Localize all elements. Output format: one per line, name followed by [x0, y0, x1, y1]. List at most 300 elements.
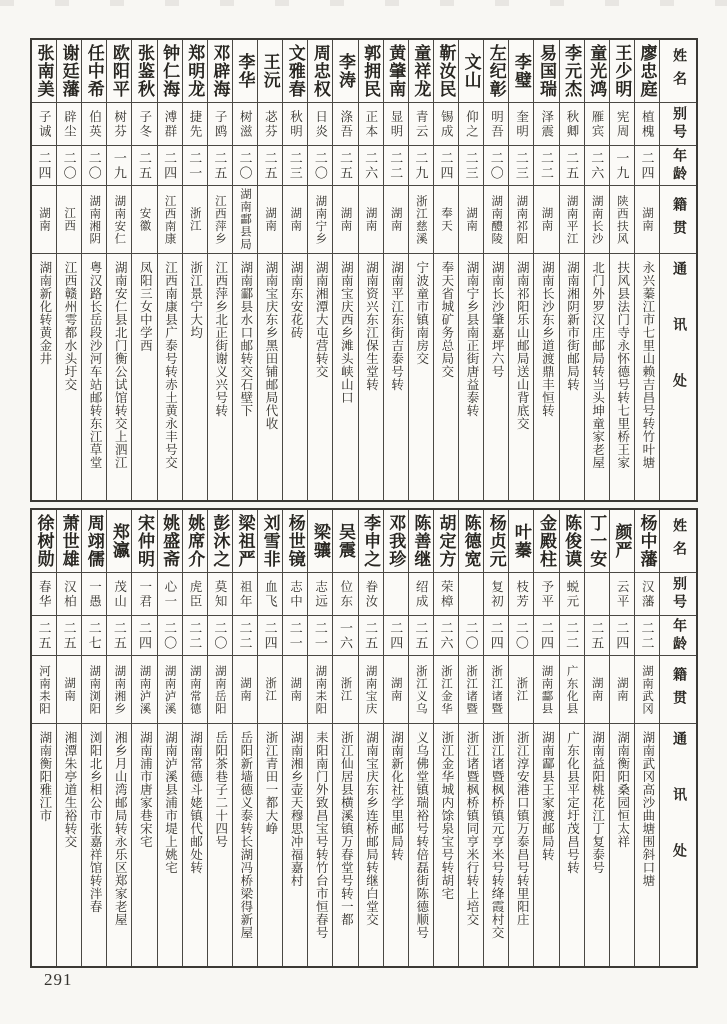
person-column — [307, 510, 332, 966]
alias-cell — [585, 572, 609, 615]
origin-cell — [560, 655, 584, 723]
name-text: 周翊儒 — [84, 514, 104, 568]
name-cell — [132, 510, 156, 572]
contact-text: 广东化县平定圩茂昌号转 — [565, 731, 580, 874]
contact-cell — [509, 723, 533, 966]
age-cell — [534, 145, 558, 185]
age-text: 二〇 — [237, 150, 253, 181]
alias-text: 眷汝 — [363, 579, 378, 609]
scan-edge-artifact — [0, 0, 727, 6]
origin-cell — [585, 655, 609, 723]
name-text: 黄肇南 — [386, 44, 406, 98]
contact-cell — [283, 723, 307, 966]
roster-table-top — [30, 38, 698, 502]
contact-cell — [82, 723, 106, 966]
page-number: 291 — [44, 970, 73, 989]
person-column — [207, 40, 232, 500]
contact-text: 江西南康县广泰号转赤土黄永丰号交 — [163, 261, 178, 469]
age-text: 二三 — [513, 150, 529, 181]
name-cell — [610, 510, 634, 572]
age-cell — [660, 145, 696, 185]
origin-cell — [308, 185, 332, 253]
age-text: 二一 — [287, 620, 303, 651]
alias-cell — [509, 572, 533, 615]
age-text: 二五 — [564, 150, 580, 181]
name-text: 易国瑞 — [536, 44, 556, 98]
contact-text: 湖南湘阴新市街邮局转 — [565, 261, 580, 391]
age-text: 二四 — [388, 620, 404, 651]
origin-text: 浙江金华 — [439, 664, 452, 715]
person-column — [458, 510, 483, 966]
age-text: 二五 — [363, 620, 379, 651]
contact-cell — [183, 253, 207, 500]
person-column — [483, 40, 508, 500]
name-cell — [409, 510, 433, 572]
name-text: 李申之 — [361, 514, 381, 568]
contact-cell — [258, 253, 282, 500]
name-text: 张南美 — [34, 44, 54, 98]
alias-cell — [333, 102, 357, 145]
origin-text: 浙江诸暨 — [465, 664, 478, 715]
age-text: 二四 — [538, 620, 554, 651]
age-text: 二〇 — [463, 620, 479, 651]
alias-cell — [308, 572, 332, 615]
contact-cell — [32, 723, 56, 966]
origin-cell — [132, 655, 156, 723]
name-text: 颜严 — [612, 523, 632, 559]
age-text: 二二 — [538, 150, 554, 181]
person-column — [257, 40, 282, 500]
alias-text: 树芬 — [112, 109, 127, 139]
contact-cell — [183, 723, 207, 966]
name-text: 陈德宽 — [461, 514, 481, 568]
alias-text: 一愚 — [87, 579, 102, 609]
origin-cell — [258, 185, 282, 253]
contact-text: 湖南宝庆东乡黑田铺邮局代收 — [263, 261, 278, 430]
age-text: 二二 — [639, 620, 655, 651]
person-column — [106, 40, 131, 500]
alias-text: 予平 — [539, 579, 554, 609]
contact-text: 湖南长沙肇嘉坪六号 — [490, 261, 505, 378]
alias-cell — [635, 572, 659, 615]
contact-cell — [208, 253, 232, 500]
alias-cell — [434, 102, 458, 145]
alias-text: 青云 — [414, 109, 429, 139]
alias-cell — [183, 572, 207, 615]
contact-text: 通讯处 — [671, 731, 686, 899]
name-cell — [107, 40, 131, 102]
name-text: 童祥龙 — [411, 44, 431, 98]
contact-text: 湘乡月山湾邮局转永乐区郑家老屋 — [113, 731, 128, 926]
name-cell — [635, 510, 659, 572]
person-column — [483, 510, 508, 966]
origin-text: 籍贯 — [671, 196, 686, 243]
name-text: 姚盛斋 — [160, 514, 180, 568]
age-cell — [333, 145, 357, 185]
name-cell — [434, 510, 458, 572]
alias-cell — [258, 572, 282, 615]
alias-cell — [258, 102, 282, 145]
contact-text: 湖南长沙东乡道渡鼎丰恒转 — [540, 261, 555, 417]
contact-text: 粤汉路长岳段沙河车站邮转东江草堂 — [88, 261, 103, 469]
alias-text: 志中 — [288, 579, 303, 609]
contact-cell — [283, 253, 307, 500]
alias-cell — [82, 102, 106, 145]
name-text: 杨中藩 — [637, 514, 657, 568]
age-text: 二五 — [61, 620, 77, 651]
contact-cell — [610, 253, 634, 500]
origin-cell — [660, 655, 696, 723]
age-cell — [107, 615, 131, 655]
person-column — [106, 510, 131, 966]
person-column — [232, 40, 257, 500]
person-column — [609, 40, 634, 500]
name-text: 姚席介 — [185, 514, 205, 568]
age-cell — [258, 145, 282, 185]
person-column — [634, 40, 659, 500]
person-column — [32, 40, 56, 500]
alias-cell — [484, 102, 508, 145]
contact-text: 浙江景宁大均 — [188, 261, 203, 339]
age-cell — [409, 145, 433, 185]
contact-text: 凤阳三女中学西 — [138, 261, 153, 352]
contact-text: 浙江诸暨枫桥镇同亨米行转上培交 — [464, 731, 479, 926]
contact-cell — [434, 723, 458, 966]
origin-text: 湖南 — [465, 207, 478, 232]
contact-cell — [359, 723, 383, 966]
name-text: 童光鸿 — [587, 44, 607, 98]
age-cell — [258, 615, 282, 655]
origin-cell — [635, 655, 659, 723]
contact-text: 湖南益阳桃花江丁复泰号 — [590, 731, 605, 874]
alias-cell — [384, 572, 408, 615]
alias-text: 一君 — [137, 579, 152, 609]
alias-cell — [132, 102, 156, 145]
age-text: 二四 — [488, 620, 504, 651]
alias-cell — [509, 102, 533, 145]
origin-text: 湖南 — [37, 207, 50, 232]
age-cell — [82, 615, 106, 655]
age-text: 二〇 — [61, 150, 77, 181]
contact-cell — [32, 253, 56, 500]
origin-text: 浙江义乌 — [414, 664, 427, 715]
alias-cell — [560, 572, 584, 615]
name-text: 徐树勋 — [34, 514, 54, 568]
alias-cell — [57, 572, 81, 615]
age-text: 二四 — [438, 150, 454, 181]
name-cell — [534, 40, 558, 102]
name-cell — [208, 510, 232, 572]
name-text: 王沅 — [260, 53, 280, 89]
contact-text: 江西萍乡北正街谢义兴号转 — [213, 261, 228, 417]
alias-cell — [459, 572, 483, 615]
age-text: 二〇 — [86, 150, 102, 181]
name-text: 邓辟海 — [210, 44, 230, 98]
origin-cell — [384, 185, 408, 253]
contact-text: 永兴蓁江市七里山赖吉昌号转竹叶塘 — [640, 261, 655, 469]
age-cell — [409, 615, 433, 655]
alias-cell — [107, 572, 131, 615]
age-cell — [107, 145, 131, 185]
age-cell — [560, 615, 584, 655]
contact-text: 湖南酃县王家渡邮局转 — [540, 731, 555, 861]
age-cell — [509, 615, 533, 655]
origin-text: 浙江 — [339, 677, 352, 702]
person-column — [533, 40, 558, 500]
alias-text: 树滋 — [238, 109, 253, 139]
person-column — [56, 510, 81, 966]
origin-cell — [610, 655, 634, 723]
age-cell — [359, 615, 383, 655]
person-column — [559, 40, 584, 500]
origin-text: 浙江 — [264, 677, 277, 702]
name-cell — [585, 510, 609, 572]
origin-text: 浙江慈溪 — [414, 194, 427, 245]
alias-text: 心一 — [162, 579, 177, 609]
alias-text: 雁宾 — [589, 109, 604, 139]
origin-text: 江西 — [63, 207, 76, 232]
name-cell — [82, 40, 106, 102]
age-cell — [434, 615, 458, 655]
person-column — [408, 510, 433, 966]
alias-cell — [660, 102, 696, 145]
alias-text: 志远 — [313, 579, 328, 609]
contact-text: 岳阳茶巷子二十四号 — [213, 731, 228, 848]
origin-text: 湖南泸溪 — [163, 664, 176, 715]
alias-cell — [32, 102, 56, 145]
name-cell — [534, 510, 558, 572]
age-cell — [384, 615, 408, 655]
alias-text: 秋明 — [288, 109, 303, 139]
age-cell — [459, 145, 483, 185]
contact-text: 湖南武冈高沙曲塘围斜口塘 — [640, 731, 655, 887]
origin-cell — [233, 655, 257, 723]
origin-cell — [258, 655, 282, 723]
age-cell — [585, 145, 609, 185]
name-cell — [183, 40, 207, 102]
contact-text: 浙江淳安港口镇万泰昌号转里阳庄 — [515, 731, 530, 926]
name-text: 刘雪非 — [260, 514, 280, 568]
age-text: 二五 — [413, 620, 429, 651]
age-text: 二四 — [614, 620, 630, 651]
name-text: 谢廷藩 — [59, 44, 79, 98]
alias-text: 子鸥 — [213, 109, 228, 139]
person-column — [383, 510, 408, 966]
contact-cell — [459, 253, 483, 500]
age-cell — [158, 145, 182, 185]
person-column — [157, 510, 182, 966]
name-cell — [57, 40, 81, 102]
age-cell — [32, 615, 56, 655]
contact-text: 湖南常德斗姥镇代邮处转 — [188, 731, 203, 874]
alias-text: 正本 — [363, 109, 378, 139]
name-cell — [283, 40, 307, 102]
name-cell — [459, 40, 483, 102]
origin-text: 湖南醴陵 — [490, 194, 503, 245]
age-text: 二七 — [86, 620, 102, 651]
name-text: 萧世雄 — [59, 514, 79, 568]
name-cell — [283, 510, 307, 572]
origin-text: 湖南 — [364, 207, 377, 232]
age-cell — [359, 145, 383, 185]
origin-text: 湖南 — [389, 677, 402, 702]
name-cell — [509, 510, 533, 572]
origin-text: 湖南常德 — [188, 664, 201, 715]
name-text: 梁祖严 — [235, 514, 255, 568]
contact-cell — [459, 723, 483, 966]
alias-text: 泽震 — [539, 109, 554, 139]
alias-cell — [57, 102, 81, 145]
alias-cell — [635, 102, 659, 145]
contact-cell — [585, 253, 609, 500]
alias-text: 溥群 — [162, 109, 177, 139]
name-cell — [660, 40, 696, 102]
origin-text: 广东化县 — [565, 664, 578, 715]
age-text: 一九 — [614, 150, 630, 181]
origin-text: 湖南 — [540, 207, 553, 232]
age-text: 二五 — [212, 150, 228, 181]
origin-text: 湖南 — [264, 207, 277, 232]
alias-cell — [359, 102, 383, 145]
contact-cell — [635, 253, 659, 500]
alias-cell — [82, 572, 106, 615]
alias-text: 汉柏 — [62, 579, 77, 609]
origin-cell — [32, 655, 56, 723]
name-text: 姓名 — [671, 518, 686, 564]
origin-cell — [534, 185, 558, 253]
name-cell — [308, 510, 332, 572]
name-cell — [57, 510, 81, 572]
alias-cell — [158, 572, 182, 615]
age-cell — [534, 615, 558, 655]
age-cell — [635, 615, 659, 655]
name-text: 金殿柱 — [536, 514, 556, 568]
name-text: 杨世镜 — [285, 514, 305, 568]
origin-cell — [57, 185, 81, 253]
age-text: 二一 — [187, 150, 203, 181]
name-text: 陈善继 — [411, 514, 431, 568]
contact-cell — [409, 723, 433, 966]
person-column — [282, 40, 307, 500]
alias-cell — [233, 102, 257, 145]
alias-cell — [660, 572, 696, 615]
contact-text: 浙江仙居县横溪镇万春堂号转一都 — [339, 731, 354, 926]
person-column — [559, 510, 584, 966]
origin-text: 湖南岳阳 — [213, 664, 226, 715]
origin-text: 湖南湘乡 — [113, 664, 126, 715]
origin-text: 湖南浏阳 — [88, 664, 101, 715]
contact-text: 奉天省城矿务总局交 — [439, 261, 454, 378]
person-column — [634, 510, 659, 966]
name-cell — [82, 510, 106, 572]
origin-text: 奉天 — [439, 207, 452, 232]
age-cell — [509, 145, 533, 185]
name-text: 杨贞元 — [486, 514, 506, 568]
name-cell — [258, 510, 282, 572]
alias-cell — [560, 102, 584, 145]
name-cell — [158, 510, 182, 572]
contact-text: 通讯处 — [671, 261, 686, 429]
contact-cell — [132, 723, 156, 966]
age-cell — [308, 615, 332, 655]
name-cell — [585, 40, 609, 102]
origin-text: 湖南酃县 — [540, 664, 553, 715]
name-cell — [610, 40, 634, 102]
name-text: 李华 — [235, 53, 255, 89]
age-text: 二六 — [589, 150, 605, 181]
roster-table-bottom — [30, 508, 698, 968]
name-text: 陈俊谟 — [562, 514, 582, 568]
age-text: 二〇 — [212, 620, 228, 651]
contact-cell — [82, 253, 106, 500]
person-column — [81, 40, 106, 500]
contact-text: 宁波童市镇南房交 — [414, 261, 429, 365]
contact-text: 江西赣州雩都水头圩交 — [62, 261, 77, 391]
name-cell — [333, 40, 357, 102]
contact-text: 湖南新化转黄金井 — [37, 261, 52, 365]
contact-text: 耒阳南门外致昌宝号转竹台市恒春号 — [314, 731, 329, 939]
age-text: 二三 — [287, 150, 303, 181]
age-cell — [585, 615, 609, 655]
name-cell — [560, 40, 584, 102]
origin-cell — [333, 185, 357, 253]
origin-text: 湖南武冈 — [640, 664, 653, 715]
age-text: 二〇 — [162, 620, 178, 651]
contact-text: 湖南衡阳雅江市 — [37, 731, 52, 822]
age-cell — [158, 615, 182, 655]
origin-text: 湖南 — [615, 677, 628, 702]
alias-cell — [359, 572, 383, 615]
origin-text: 安徽 — [138, 207, 151, 232]
alias-cell — [283, 102, 307, 145]
person-column — [533, 510, 558, 966]
age-text: 二六 — [363, 150, 379, 181]
alias-cell — [208, 572, 232, 615]
origin-text: 江西萍乡 — [213, 194, 226, 245]
contact-cell — [333, 723, 357, 966]
name-text: 郑明龙 — [185, 44, 205, 98]
name-cell — [484, 40, 508, 102]
age-text: 年龄 — [671, 147, 686, 184]
name-text: 郭拥民 — [361, 44, 381, 98]
name-text: 李璧 — [511, 53, 531, 89]
origin-cell — [409, 655, 433, 723]
age-cell — [233, 615, 257, 655]
age-text: 二四 — [639, 150, 655, 181]
age-cell — [484, 615, 508, 655]
origin-cell — [32, 185, 56, 253]
alias-cell — [534, 102, 558, 145]
person-column — [182, 510, 207, 966]
contact-text: 湖南泸溪县浦市堤上姚宅 — [163, 731, 178, 874]
contact-cell — [308, 723, 332, 966]
alias-cell — [610, 572, 634, 615]
origin-text: 湖南泸溪 — [138, 664, 151, 715]
person-column — [131, 510, 156, 966]
name-text: 王少明 — [612, 44, 632, 98]
origin-text: 湖南 — [389, 207, 402, 232]
alias-text: 荣樟 — [439, 579, 454, 609]
contact-text: 湖南新化社学里邮局转 — [389, 731, 404, 861]
alias-text: 位东 — [338, 579, 353, 609]
origin-text: 湖南宝庆 — [364, 664, 377, 715]
age-cell — [484, 145, 508, 185]
contact-cell — [560, 723, 584, 966]
name-text: 梁骧 — [310, 523, 330, 559]
alias-text: 茂山 — [112, 579, 127, 609]
person-column — [207, 510, 232, 966]
contact-text: 浙江金华城内馀泉宝号转胡宅 — [439, 731, 454, 900]
